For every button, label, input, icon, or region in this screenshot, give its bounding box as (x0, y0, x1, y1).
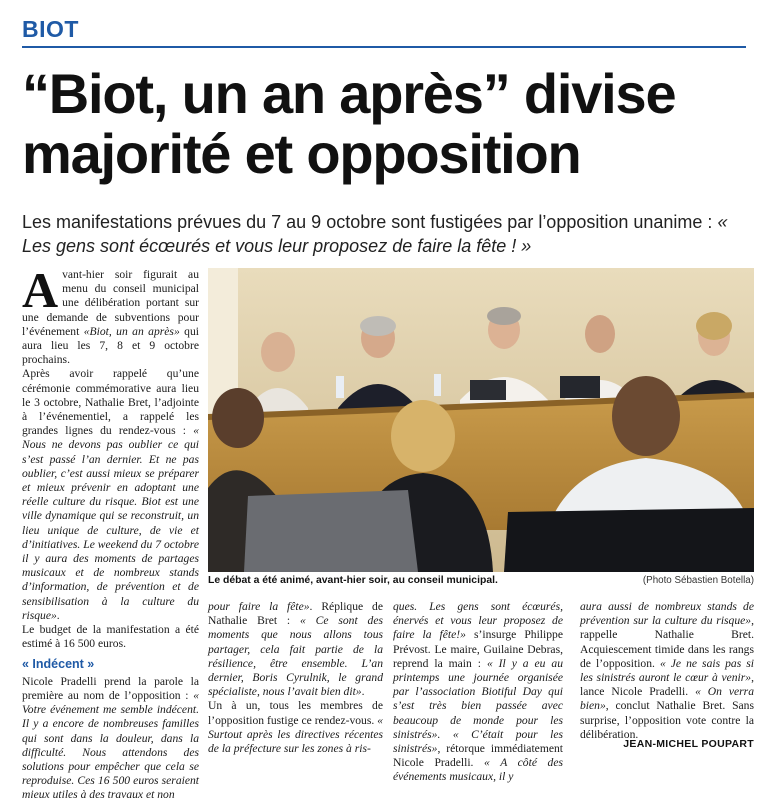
column-3 (393, 600, 563, 785)
column-4 (580, 600, 754, 742)
quote: « A côté des événements musicaux, il y (393, 756, 563, 784)
text: Nicole Pradelli prend la parole la première au nom de l’opposition : (22, 674, 199, 702)
text: Après avoir rappelé qu’une cérémonie commémorative aura lieu le 3 octobre, Nathalie Bret, l’adjointe à l’événementiel, a rappelé les grandes lignes du rendez-vous : (22, 367, 199, 438)
headline: “Biot, un an après” divise majorité et opposition (22, 62, 676, 185)
quote: « Il y a eu au printemps une journée organisée par l’association Biotiful Day qui s’est très bien passée avec beaucoup de monde pour les sinistrés». « C’était pour les sinistrés» (393, 656, 563, 756)
paragraph (208, 699, 383, 756)
photo-caption (208, 575, 754, 589)
text: . Réplique de Nathalie Bret : (208, 600, 383, 628)
subhead-text: Les manifestations prévues du 7 au 9 octobre sont fustigées par l’opposition unanime : (22, 212, 718, 232)
paragraph: Le budget de la manifestation a été estimé à 16 500 euros. (22, 623, 199, 651)
council-photo (208, 268, 754, 572)
quote: « Votre événement me semble indécent. Il y a encore de nombreuses familles qui sont dans la douleur, dans la difficulté. Nous attendons des solutions pour empêcher que cela se reproduise. Ces 16 500 euros seraient mieux utiles à des travaux et non (22, 688, 199, 802)
quote: «Biot, un an après» (83, 324, 180, 338)
text: , rétorque immédiatement Nicole Pradelli. (393, 742, 563, 770)
paragraph (22, 262, 199, 367)
text: vant-hier soir figurait au menu du conseil municipal une délibération portant sur une demande de subventions pour l’événement (22, 268, 199, 338)
subhead-quote: « Les gens sont écœurés et vous leur proposez de faire la fête ! » (22, 212, 728, 256)
quote: « Ce sont des moments que nous allons tous partager, cela fait partie de la résilience, être ensemble. L’an dernier, Boris Cyrulnik, le grand spécialiste, nous l’avait bien dit» (208, 614, 383, 699)
quote: « Surtout après les directives récentes de la préfecture sur les zones à ris- (208, 713, 383, 756)
text: qui aura lieu les 7, 8 et 9 octobre prochains. (22, 324, 199, 367)
column-1 (22, 262, 199, 803)
intertitle: « Indécent » (22, 657, 95, 672)
paragraph (580, 600, 754, 742)
drop-cap: A (22, 262, 59, 318)
paragraph (22, 675, 199, 803)
quote: « On verra bien» (580, 685, 754, 713)
paragraph (208, 600, 383, 699)
paragraph (22, 367, 199, 623)
caption-text: Le débat a été animé, avant-hier soir, au conseil municipal. (208, 575, 498, 586)
column-2 (208, 600, 383, 756)
text: Un à un, tous les membres de l’opposition fustige ce rendez-vous. (208, 699, 383, 727)
section-rule (22, 46, 746, 48)
quote: ques. Les gens sont écœurés, énervés et vous leur proposez de faire la fête!» (393, 600, 563, 642)
photo-credit: (Photo Sébastien Botella) (642, 575, 754, 586)
quote: « Je ne sais pas si les sinistrés auront le cœur à venir» (580, 656, 754, 685)
text: s’insurge Philippe Prévost. Le maire, Guilaine Debras, reprend la main : (393, 628, 563, 670)
text: . (361, 685, 365, 699)
council-meeting-illustration (208, 268, 754, 572)
paragraph (393, 600, 563, 785)
text: , rappelle Nathalie Bret. Acquiescement timide dans les rangs de l’opposition. (580, 614, 754, 670)
byline: JEAN-MICHEL POUPART (623, 738, 754, 750)
quote: pour faire la fête» (208, 600, 310, 613)
text: , conclut Nathalie Bret. Sans surprise, l’opposition vote contre la délibération. (580, 699, 754, 741)
text: . (56, 608, 60, 622)
quote: aura aussi de nombreux stands de prévention sur la culture du risque» (580, 600, 754, 628)
quote: « Nous ne devons pas oublier ce qui s’est passé l’an dernier. Et ne pas oublier, c’est aussi mieux se préparer et mieux prévenir en adoptant une réelle culture du risque. Biot est une ville dynamique qui se reconstruit, un lieu unique de culture, de vie et d’initiatives. Le weekend du 7 octobre il y aura des moments de partages musicaux et de nombreux stands d’information, de prévention et de sensibilisation à la culture du risque» (22, 424, 199, 622)
text: , lance Nicole Pradelli. (580, 671, 754, 699)
section-tag: BIOT (22, 16, 79, 42)
subhead (22, 210, 752, 258)
